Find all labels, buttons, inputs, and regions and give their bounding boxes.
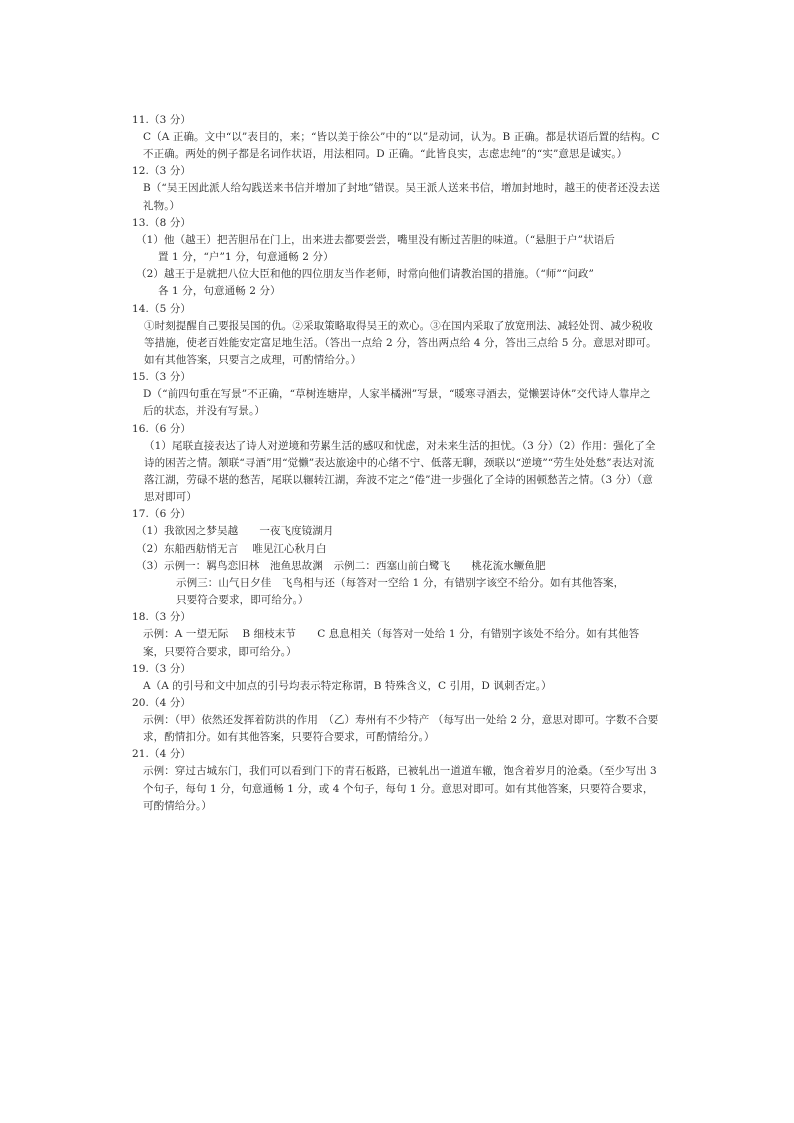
answer-list — [132, 112, 660, 815]
question-heading: 15.（3 分） — [132, 371, 192, 384]
sub-answer-2 — [132, 266, 660, 300]
sub-answer-text: （3）示例一：羁鸟恋旧林 池鱼思故渊 示例二：西塞山前白鹭飞 桃花流水鳜鱼肥 — [136, 559, 546, 572]
answer-17 — [132, 506, 660, 609]
answer-text: B（“吴王因此派人给勾践送来书信并增加了封地”错误。吴王派人送来书信，增加封地时，越王的使者还没去送礼物。） — [143, 182, 660, 212]
question-heading: 14.（5 分） — [132, 302, 192, 315]
question-heading: 19.（3 分） — [132, 662, 192, 675]
answer-16 — [132, 421, 660, 507]
answer-text: D（“前四句重在写景”不正确，“草树连塘岸，人家半橘洲”写景，“暖寒寻酒去，觉懒罢诗休”交代诗人靠岸之后的状态，并没有写景。） — [143, 388, 651, 418]
question-heading: 13.（8 分） — [132, 216, 192, 229]
answer-text: 示例：穿过古城东门，我们可以看到门下的青石板路，已被轧出一道道车辙，饱含着岁月的沧桑。（至少写出 3 个句子，每句 1 分，句意通畅 1 分，或 4 个句子，每句 1 分。意思对即可。如有其他答案，只要符合要求，可酌情给分。） — [143, 765, 657, 812]
answer-19 — [132, 661, 660, 695]
sub-answer-2: （2）东船西舫悄无言 唯见江心秋月白 — [136, 542, 327, 555]
sub-answer-continuation: 示例三：山气日夕佳 飞鸟相与还（每答对一空给 1 分，有错别字该空不给分。如有其他答案， — [176, 577, 625, 590]
sub-answer-continuation: 只要符合要求，即可给分。） — [176, 594, 309, 607]
answer-text: 示例：（甲）依然还发挥着防洪的作用 （乙）寿州有不少特产 （每写出一处给 2 分，意思对即可。字数不合要求，酌情扣分。如有其他答案，只要符合要求，可酌情给分。） — [143, 714, 659, 744]
answer-13 — [132, 215, 660, 301]
question-heading: 21.（4 分） — [132, 748, 192, 761]
question-heading: 17.（6 分） — [132, 508, 192, 521]
sub-answer-continuation: 各 1 分，句意通畅 2 分） — [158, 285, 281, 298]
answer-20 — [132, 695, 660, 746]
sub-answer-continuation: 置 1 分，“户”1 分，句意通畅 2 分） — [158, 251, 334, 264]
answer-text: ①时刻提醒自己要报吴国的仇。②采取策略取得吴王的欢心。③在国内采取了放宽刑法、减轻处罚、减少税收等措施，使老百姓能安定富足地生活。（答出一点给 2 分，答出两点给 4 分，答出三点给 5 分。意思对即可。如有其他答案，只要言之成理，可酌情给分。） — [144, 319, 657, 367]
sub-answer-3 — [132, 558, 660, 610]
sub-answer-1: （1）我欲因之梦吴越 一夜飞度镜湖月 — [136, 525, 334, 538]
sub-answer-text: （2）越王于是就把八位大臣和他的四位朋友当作老师，时常向他们请教治国的措施。（“师”“问政” — [136, 268, 594, 281]
question-heading: 16.（6 分） — [132, 422, 192, 435]
answer-text: C（A 正确。文中“以”表目的，来；“皆以美于徐公”中的“以”是动词，认为。B 正确。都是状语后置的结构。C 不正确。两处的例子都是名词作状语，用法相同。D 正确。“此皆良实，志虑忠纯”的“实”意思是诚实。） — [143, 131, 660, 161]
sub-answer-text: （1）他（越王）把苦胆吊在门上，出来进去都要尝尝，嘴里没有断过苦胆的味道。（“悬胆于户”状语后 — [136, 233, 615, 246]
answer-text: 示例：A 一望无际 B 细枝末节 C 息息相关（每答对一处给 1 分，有错别字该处不给分。如有其他答案，只要符合要求，即可给分。） — [143, 628, 640, 658]
answer-14 — [132, 301, 660, 370]
sub-answer-1 — [132, 232, 660, 266]
question-heading: 11.（3 分） — [132, 114, 192, 126]
answer-18 — [132, 609, 660, 660]
answer-text: A（A 的引号和文中加点的引号均表示特定称谓，B 特殊含义，C 引用，D 讽刺否定。） — [143, 679, 552, 692]
question-heading: 18.（3 分） — [132, 611, 192, 624]
answer-text: （1）尾联直接表达了诗人对逆境和劳累生活的感叹和忧虑，对未来生活的担忧。（3 分）（2）作用：强化了全诗的困苦之情。颔联“寻酒”用“觉懒”表达旅途中的心绪不宁、低落无聊，颈联以“逆境”“劳生处处愁”表达对流落江湖，劳碌不堪的愁苦，尾联以辗转江湖，奔波不定之“倦”进一步强化了全诗的困顿愁苦之情。（3 分）（意思对即可） — [144, 439, 656, 504]
answer-21 — [132, 746, 660, 815]
answer-12 — [132, 163, 660, 214]
question-heading: 20.（4 分） — [132, 697, 192, 710]
answer-11 — [132, 112, 660, 163]
answer-15 — [132, 369, 660, 420]
question-heading: 12.（3 分） — [132, 165, 192, 178]
